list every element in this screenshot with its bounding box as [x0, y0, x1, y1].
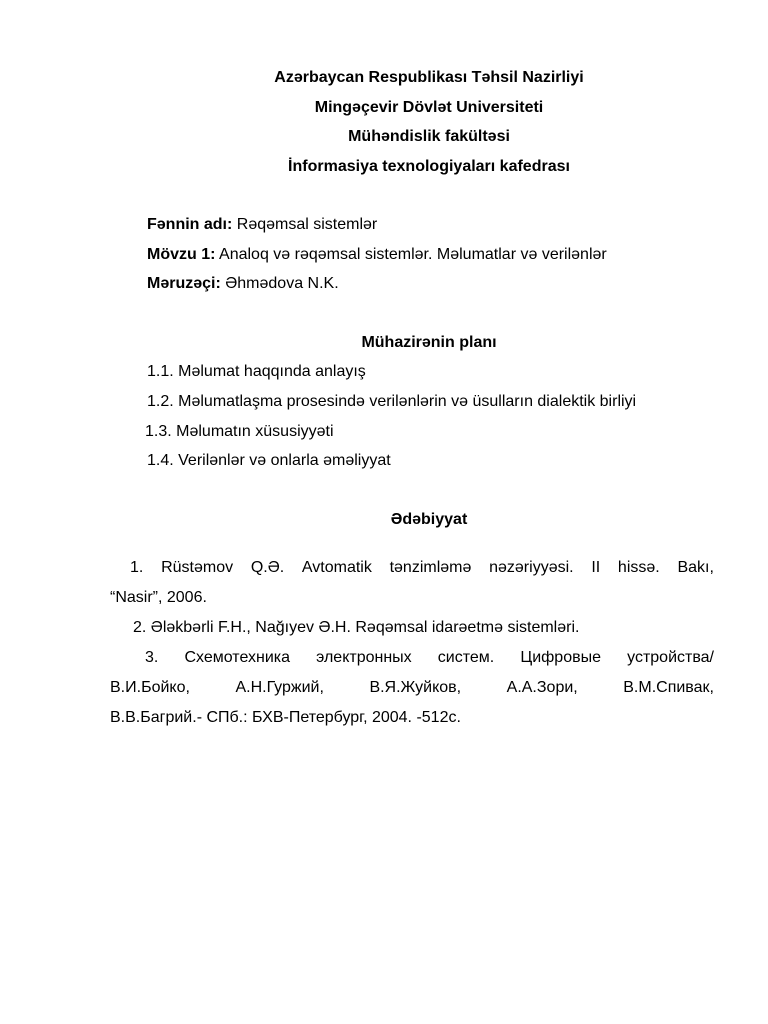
reference-3-line-3: В.В.Багрий.- СПб.: БХВ-Петербург, 2004. -512с.	[110, 709, 461, 726]
faculty-heading: Mühəndislik fakültəsi	[348, 128, 510, 145]
reference-1	[110, 553, 714, 613]
topic-value: Analoq və rəqəmsal sistemlər. Məlumatlar və verilənlər	[215, 246, 607, 263]
ministry-heading: Azərbaycan Respublikası Təhsil Nazirliyi	[274, 69, 584, 86]
plan-item: 1.4. Verilənlər və onlarla əməliyyat	[147, 452, 391, 469]
topic-label: Mövzu 1:	[147, 246, 216, 263]
subject-value: Rəqəmsal sistemlər	[232, 216, 378, 233]
reference-3-line-2: В.И.Бойко, А.Н.Гуржий, В.Я.Жуйков, А.А.Зори, В.М.Спивак,	[110, 679, 714, 696]
subject-label: Fənnin adı:	[147, 216, 233, 233]
literature-title: Ədəbiyyat	[390, 511, 468, 528]
reference-3-line-1: 3. Схемотехника электронных систем. Цифровые устройства/	[145, 649, 714, 666]
plan-item: 1.1. Məlumat haqqında anlayış	[147, 363, 366, 380]
university-heading: Mingəçevir Dövlət Universiteti	[314, 99, 544, 116]
department-heading: İnformasiya texnologiyaları kafedrası	[288, 158, 570, 175]
lecturer-label: Məruzəçi:	[147, 275, 221, 292]
lecturer-value: Əhmədova N.K.	[220, 275, 339, 292]
plan-item: 1.3. Məlumatın xüsusiyyəti	[145, 423, 334, 440]
topic-line	[147, 245, 607, 265]
plan-title: Mühazirənin planı	[361, 334, 497, 351]
reference-1-line-1: 1. Rüstəmov Q.Ə. Avtomatik tənzimləmə nəzəriyyəsi. II hissə. Bakı,	[130, 559, 714, 576]
reference-1-line-2: “Nasir”, 2006.	[110, 589, 207, 606]
plan-item: 1.2. Məlumatlaşma prosesində verilənlərin və üsulların dialektik birliyi	[147, 393, 637, 410]
lecturer-line	[147, 274, 339, 294]
subject-line	[147, 215, 377, 235]
reference-2: 2. Ələkbərli F.H., Nağıyev Ə.H. Rəqəmsal idarəetmə sistemləri.	[133, 619, 580, 636]
reference-3	[110, 643, 714, 733]
